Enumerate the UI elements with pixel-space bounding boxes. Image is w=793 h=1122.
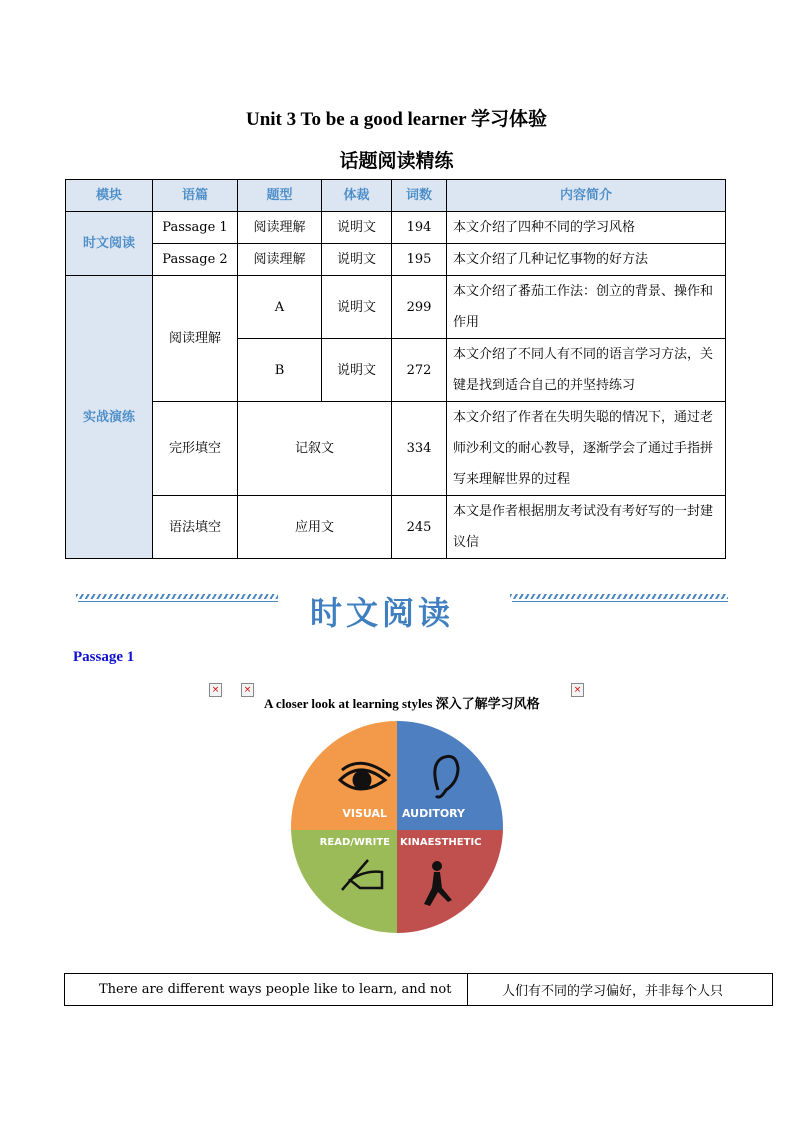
readwrite-label: READ/WRITE bbox=[319, 837, 390, 848]
summary-cell: 本文是作者根据朋友考试没有考好写的一封建议信 bbox=[447, 496, 726, 559]
genre-cell: 记叙文 bbox=[238, 402, 392, 496]
table-row bbox=[66, 244, 726, 276]
english-text-cell: There are different ways people like to learn, and not bbox=[65, 974, 468, 1006]
genre-cell: 说明文 bbox=[322, 244, 392, 276]
words-cell: 299 bbox=[392, 276, 447, 339]
summary-cell: 本文介绍了几种记忆事物的好方法 bbox=[447, 244, 726, 276]
learning-styles-wheel bbox=[290, 720, 504, 934]
broken-image-icon: × bbox=[571, 683, 584, 697]
words-cell: 272 bbox=[392, 339, 447, 402]
words-cell: 334 bbox=[392, 402, 447, 496]
words-cell: 195 bbox=[392, 244, 447, 276]
words-cell: 245 bbox=[392, 496, 447, 559]
genre-cell: 应用文 bbox=[238, 496, 392, 559]
table-row bbox=[65, 974, 773, 1006]
section-banner: 时文阅读 bbox=[310, 594, 455, 632]
header-cell: 体裁 bbox=[322, 180, 392, 212]
module-cell: 实战演练 bbox=[66, 276, 153, 559]
genre-cell: 说明文 bbox=[322, 212, 392, 244]
table-row bbox=[66, 276, 726, 339]
banner-line-right bbox=[512, 601, 728, 602]
header-cell: 内容简介 bbox=[447, 180, 726, 212]
passage-cell: 语法填空 bbox=[153, 496, 238, 559]
words-cell: 194 bbox=[392, 212, 447, 244]
summary-cell: 本文介绍了番茄工作法：创立的背景、操作和作用 bbox=[447, 276, 726, 339]
header-cell: 语篇 bbox=[153, 180, 238, 212]
type-cell: B bbox=[238, 339, 322, 402]
passage-label: Passage 1 bbox=[73, 649, 135, 665]
document-title: Unit 3 To be a good learner 学习体验 bbox=[245, 109, 548, 130]
type-cell: 阅读理解 bbox=[238, 212, 322, 244]
genre-cell: 说明文 bbox=[322, 276, 392, 339]
chinese-text-cell: 人们有不同的学习偏好，并非每个人只 bbox=[468, 974, 773, 1006]
header-cell: 词数 bbox=[392, 180, 447, 212]
visual-label: VISUAL bbox=[342, 807, 387, 820]
passage-cell: 阅读理解 bbox=[153, 276, 238, 402]
bilingual-text-table bbox=[64, 973, 773, 1006]
table-row bbox=[66, 402, 726, 496]
broken-image-icon: × bbox=[209, 683, 222, 697]
image-caption: A closer look at learning styles 深入了解学习风格 bbox=[264, 696, 540, 711]
table-row bbox=[66, 212, 726, 244]
type-cell: A bbox=[238, 276, 322, 339]
genre-cell: 说明文 bbox=[322, 339, 392, 402]
table-header-row bbox=[66, 180, 726, 212]
passage-cell: 完形填空 bbox=[153, 402, 238, 496]
document-subtitle: 话题阅读精练 bbox=[339, 150, 454, 172]
summary-table bbox=[65, 179, 726, 559]
summary-cell: 本文介绍了不同人有不同的语言学习方法，关键是找到适合自己的并坚持练习 bbox=[447, 339, 726, 402]
banner-line-left bbox=[78, 601, 278, 602]
passage-cell: Passage 2 bbox=[153, 244, 238, 276]
summary-cell: 本文介绍了作者在失明失聪的情况下，通过老师沙利文的耐心教导，逐渐学会了通过手指拼写来理解世界的过程 bbox=[447, 402, 726, 496]
broken-image-icon: × bbox=[241, 683, 254, 697]
header-cell: 模块 bbox=[66, 180, 153, 212]
kinaesthetic-label: KINAESTHETIC bbox=[400, 837, 482, 848]
header-cell: 题型 bbox=[238, 180, 322, 212]
banner-decoration-left bbox=[76, 594, 278, 599]
summary-cell: 本文介绍了四种不同的学习风格 bbox=[447, 212, 726, 244]
module-cell: 时文阅读 bbox=[66, 212, 153, 276]
passage-cell: Passage 1 bbox=[153, 212, 238, 244]
table-row bbox=[66, 496, 726, 559]
auditory-label: AUDITORY bbox=[402, 807, 466, 820]
type-cell: 阅读理解 bbox=[238, 244, 322, 276]
banner-decoration-right bbox=[510, 594, 728, 599]
